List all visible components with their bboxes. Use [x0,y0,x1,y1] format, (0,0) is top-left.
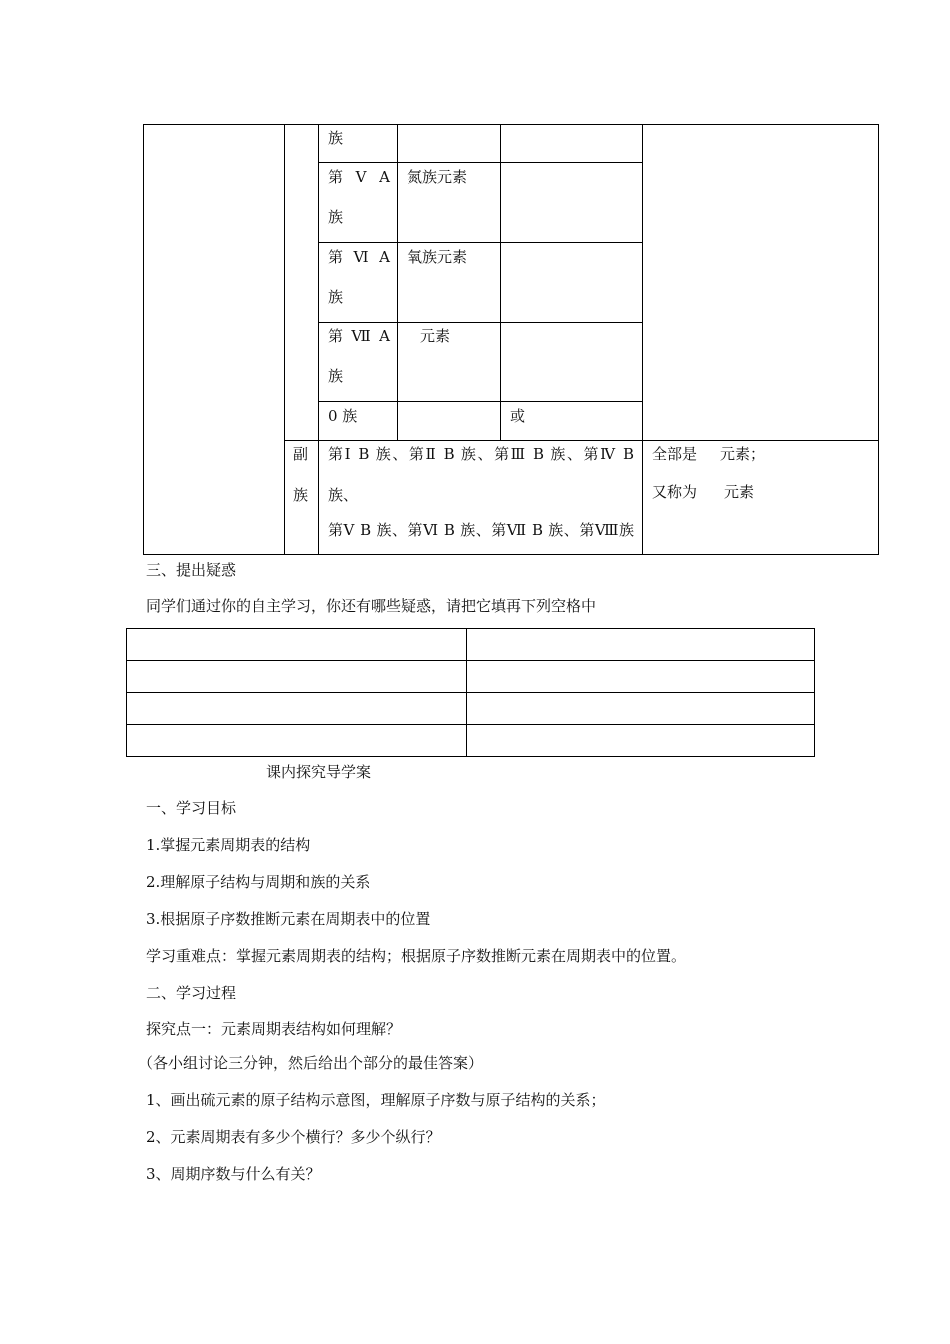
group-label-viia-suffix: 族 [328,367,344,385]
subgroup-list-line2: 族、 [328,486,359,504]
group-label-continued: 族 [328,129,344,147]
subgroup-label-top: 副 [293,445,309,463]
subgroup-list-line1: 第Ⅰ B 族、第Ⅱ B 族、第Ⅲ B 族、第Ⅳ B [328,445,634,463]
goal-item: 1.掌握元素周期表的结构 [146,836,311,854]
question-cell[interactable] [127,629,466,660]
subgroup-alias-a: 又称为 [652,483,698,501]
element-family-nitrogen: 氮族元素 [407,168,468,186]
subgroup-list-line3: 第Ⅴ B 族、第Ⅵ B 族、第Ⅶ B 族、第Ⅷ族 [328,521,634,539]
question-cell[interactable] [467,629,814,660]
question-cell[interactable] [467,661,814,692]
question-cell[interactable] [127,725,466,756]
group-label-via-suffix: 族 [328,288,344,306]
group-label-viia: 第 Ⅶ A [328,327,390,345]
question-cell[interactable] [127,661,466,692]
group-label-va-suffix: 族 [328,208,344,226]
question-cell[interactable] [467,725,814,756]
group-label-va: 第 Ⅴ A [328,168,390,186]
question-item: 1、画出硫元素的原子结构示意图，理解原子序数与原子结构的关系； [146,1091,606,1109]
subgroup-label-bottom: 族 [293,486,309,504]
question-item: 2、元素周期表有多少个横行？多少个纵行？ [146,1128,441,1146]
process-heading: 二、学习过程 [146,984,237,1002]
discussion-note: （各小组讨论三分钟，然后给出个部分的最佳答案） [138,1054,484,1072]
key-points: 学习重难点：掌握元素周期表的结构；根据原子序数推断元素在周期表中的位置。 [146,947,687,965]
subgroup-desc-b: 元素； [720,445,766,463]
question-cell[interactable] [467,693,814,724]
explore-point: 探究点一：元素周期表结构如何理解？ [146,1020,402,1038]
group-label-zero: 0 族 [328,407,358,425]
goals-heading: 一、学习目标 [146,799,237,817]
goal-item: 3.根据原子序数推断元素在周期表中的位置 [146,910,431,928]
question-cell[interactable] [127,693,466,724]
element-family-oxygen: 氧族元素 [407,248,468,266]
question-item: 3、周期序数与什么有关？ [146,1165,321,1183]
goal-item: 2.理解原子结构与周期和族的关系 [146,873,371,891]
subgroup-desc-a: 全部是 [652,445,698,463]
element-family-halogen: 元素 [420,327,451,345]
zero-group-note: 或 [510,407,526,425]
subgroup-alias-b: 元素 [724,483,755,501]
section3-heading: 三、提出疑惑 [146,561,237,579]
guide-title: 课内探究导学案 [266,763,372,781]
group-label-via: 第 Ⅵ A [328,248,390,266]
section3-instruction: 同学们通过你的自主学习，你还有哪些疑惑，请把它填再下列空格中 [146,597,597,615]
